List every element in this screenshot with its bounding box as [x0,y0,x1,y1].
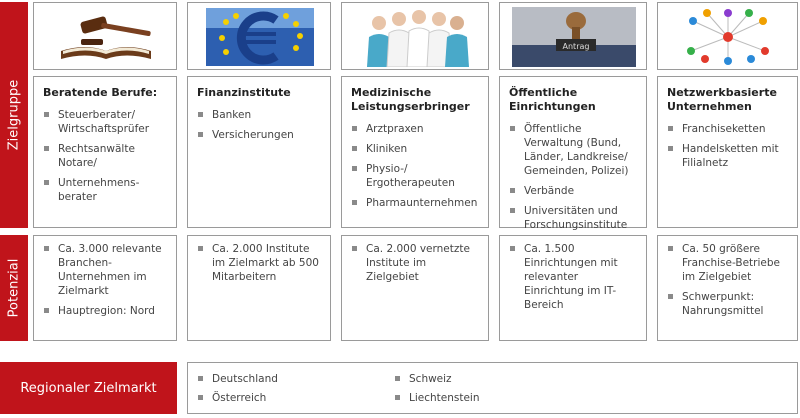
list-item: Ca. 50 größere Franchise-Betriebe im Zielgebiet [667,242,789,284]
list-item: Steuerberater/ Wirtschaftsprüfer [43,108,168,136]
image-box-finanz [187,2,331,70]
potenzial-label: Potenzial [6,258,22,318]
potential-box-beratende [33,235,177,341]
target-box-oeffentlich [499,76,647,231]
list-item: Schweiz [394,372,480,386]
list-item: Schwerpunkt: Nahrungsmittel [667,290,789,318]
regional-target-market-label: Regionaler Zielmarkt [0,362,177,414]
sidebar-zielgruppe [0,2,28,228]
euro-sign-icon [206,8,314,66]
stamp-icon [512,7,636,67]
list-item: Versicherungen [197,128,322,142]
list-item: Verbände [509,184,638,198]
regional-target-market-box [187,362,798,414]
list-item: Deutschland [197,372,278,386]
image-box-beratende [33,2,177,70]
list-item: Kliniken [351,142,480,156]
column-title: Öffentliche Einrichtungen [509,86,596,113]
column-title: Beratende Berufe: [43,86,158,99]
list-item: Universitäten und Forschungsinstitute [509,204,638,232]
potential-box-oeffentlich [499,235,647,341]
list-item: Rechtsanwälte Notare/ [43,142,168,170]
list-item: Handelsketten mit Filialnetz [667,142,789,170]
target-box-netzwerk [657,76,798,228]
column-title: Netzwerkbasierte Unternehmen [667,86,777,113]
list-item: Hauptregion: Nord [43,304,168,318]
potential-box-medizin [341,235,489,341]
list-item: Arztpraxen [351,122,480,136]
image-box-oeffentlich [499,2,647,70]
svg-text:Antrag: Antrag [562,42,590,51]
image-box-medizin [341,2,489,70]
zielgruppe-label: Zielgruppe [6,79,22,151]
column-title: Medizinische Leistungserbringer [351,86,470,113]
list-item: Physio-/ Ergotherapeuten [351,162,480,190]
image-box-netzwerk [657,2,798,70]
sidebar-potenzial [0,235,28,341]
list-item: Liechtenstein [394,391,480,405]
target-box-medizin [341,76,489,228]
list-item: Ca. 2.000 Institute im Zielmarkt ab 500 Mitarbeitern [197,242,322,284]
list-item: Unternehmens-berater [43,176,168,204]
gavel-book-icon [51,7,161,67]
doctors-icon [361,7,471,67]
list-item: Ca. 2.000 vernetzte Institute im Zielgebiet [351,242,480,284]
list-item: Österreich [197,391,278,405]
target-box-finanz [187,76,331,228]
column-title: Finanzinstitute [197,86,291,99]
list-item: Öffentliche Verwaltung (Bund, Länder, Landkreise/ Gemeinden, Polizei) [509,122,638,178]
network-people-icon [683,7,773,67]
list-item: Ca. 1.500 Einrichtungen mit relevanter Einrichtung im IT-Bereich [509,242,638,312]
list-item: Banken [197,108,322,122]
potential-box-finanz [187,235,331,341]
potential-box-netzwerk [657,235,798,341]
list-item: Franchiseketten [667,122,789,136]
target-box-beratende [33,76,177,228]
list-item: Ca. 3.000 relevante Branchen-Unternehmen im Zielmarkt [43,242,168,298]
list-item: Pharmaunternehmen [351,196,480,210]
